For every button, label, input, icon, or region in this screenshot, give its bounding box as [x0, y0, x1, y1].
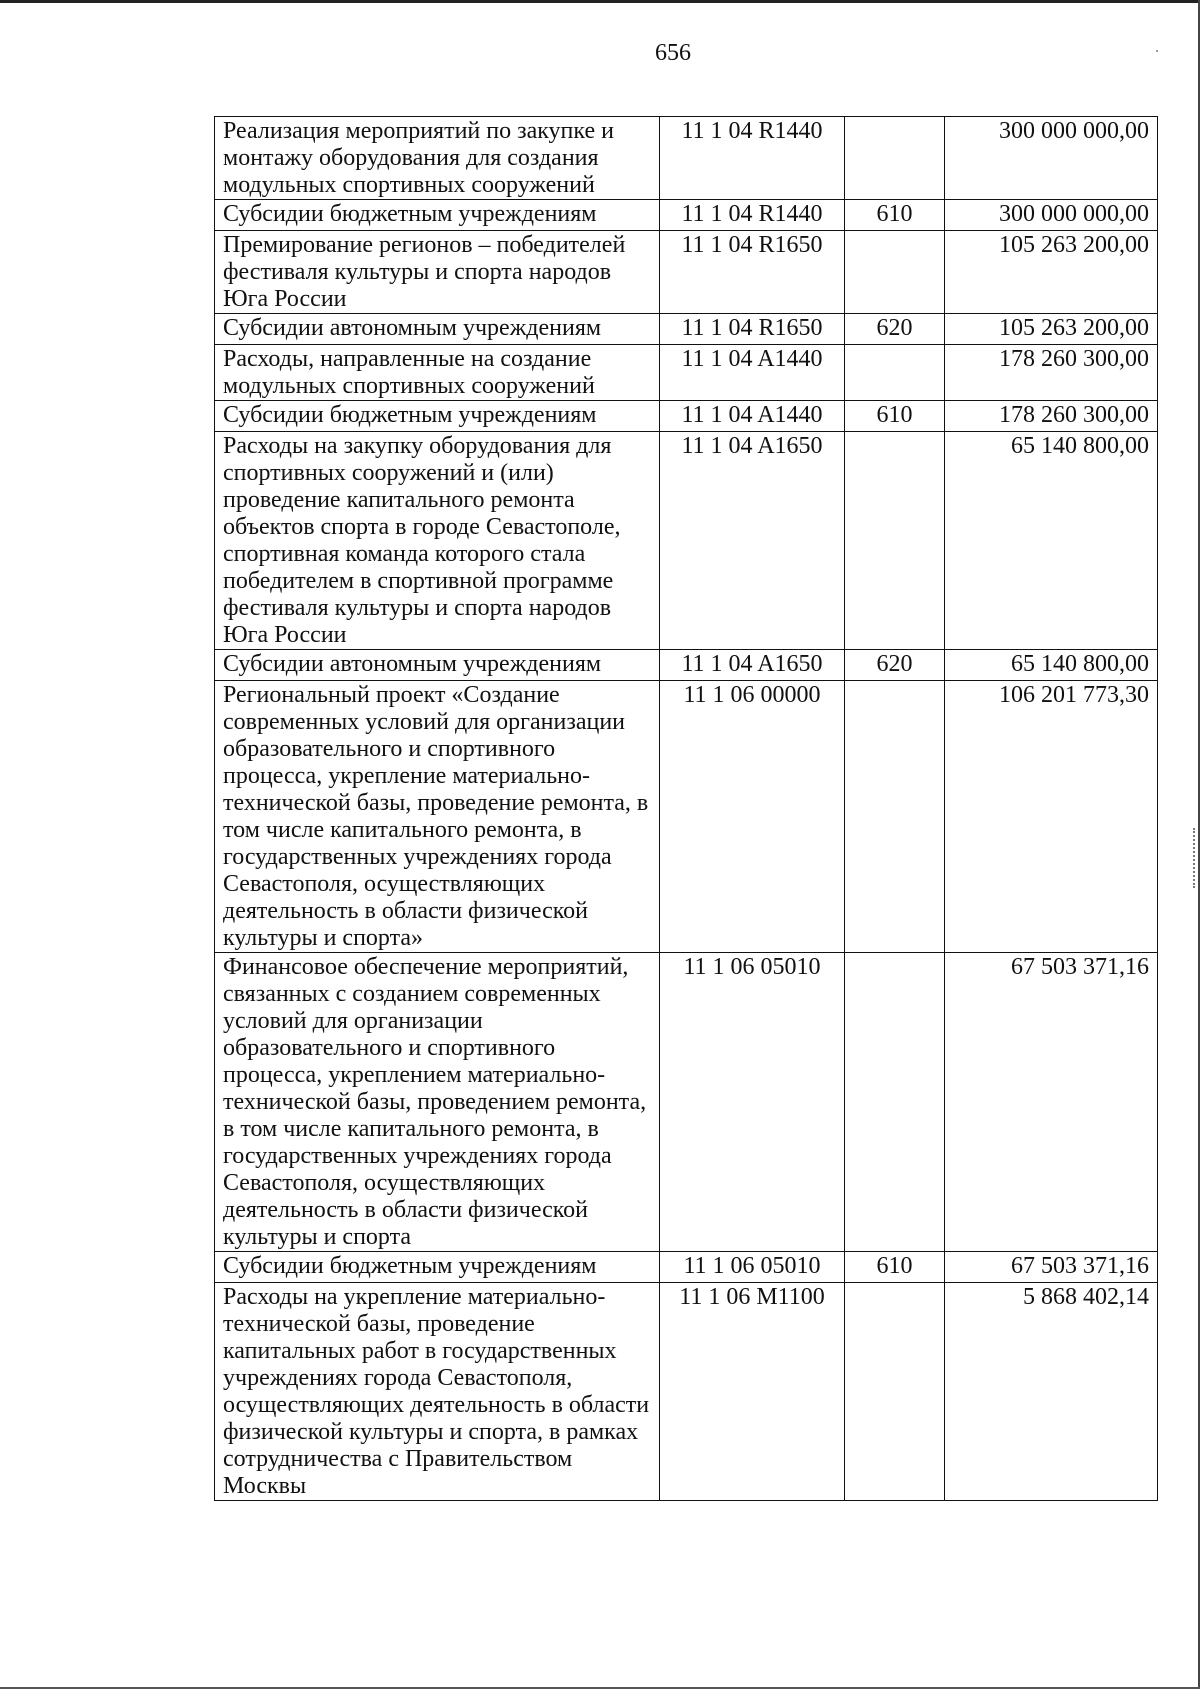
expense-type-code [845, 231, 945, 314]
amount: 65 140 800,00 [945, 650, 1158, 681]
expense-name: Расходы, направленные на создание модульных спортивных сооружений [215, 345, 660, 401]
table-row [215, 953, 1158, 1252]
budget-code: 11 1 06 00000 [660, 681, 845, 953]
expense-name: Субсидии бюджетным учреждениям [215, 1252, 660, 1283]
scan-artifact-marks [1193, 828, 1197, 888]
expense-type-code [845, 117, 945, 200]
expense-name: Расходы на укрепление материально-технической базы, проведение капитальных работ в государственных учреждениях города Севастополя, осуществляющих деятельность в области физической культуры и спорта, в рамках сотрудничества с Правительством Москвы [215, 1283, 660, 1501]
expense-name: Субсидии бюджетным учреждениям [215, 401, 660, 432]
table-row [215, 1252, 1158, 1283]
table-row [215, 650, 1158, 681]
budget-table [214, 116, 1158, 1501]
budget-code: 11 1 06 05010 [660, 953, 845, 1252]
expense-type-code: 620 [845, 314, 945, 345]
amount: 105 263 200,00 [945, 231, 1158, 314]
budget-code: 11 1 04 R1650 [660, 314, 845, 345]
budget-code: 11 1 04 R1440 [660, 200, 845, 231]
table-row [215, 231, 1158, 314]
expense-name: Субсидии автономным учреждениям [215, 650, 660, 681]
budget-code: 11 1 04 R1650 [660, 231, 845, 314]
amount: 106 201 773,30 [945, 681, 1158, 953]
amount: 300 000 000,00 [945, 117, 1158, 200]
amount: 65 140 800,00 [945, 432, 1158, 650]
budget-code: 11 1 04 A1440 [660, 401, 845, 432]
expense-name: Субсидии бюджетным учреждениям [215, 200, 660, 231]
expense-type-code [845, 953, 945, 1252]
expense-name: Реализация мероприятий по закупке и монтажу оборудования для создания модульных спортивных сооружений [215, 117, 660, 200]
budget-code: 11 1 06 05010 [660, 1252, 845, 1283]
expense-type-code [845, 432, 945, 650]
expense-type-code: 610 [845, 1252, 945, 1283]
table-row [215, 345, 1158, 401]
amount: 5 868 402,14 [945, 1283, 1158, 1501]
budget-code: 11 1 06 M1100 [660, 1283, 845, 1501]
amount: 67 503 371,16 [945, 953, 1158, 1252]
table-row [215, 200, 1158, 231]
amount: 178 260 300,00 [945, 345, 1158, 401]
table-row [215, 401, 1158, 432]
budget-code: 11 1 04 R1440 [660, 117, 845, 200]
table-row [215, 314, 1158, 345]
amount: 67 503 371,16 [945, 1252, 1158, 1283]
expense-name: Субсидии автономным учреждениям [215, 314, 660, 345]
scan-edge-top [0, 0, 1200, 3]
expense-type-code [845, 681, 945, 953]
table-row [215, 432, 1158, 650]
budget-code: 11 1 04 A1650 [660, 650, 845, 681]
budget-code: 11 1 04 A1650 [660, 432, 845, 650]
table-row [215, 1283, 1158, 1501]
table-row [215, 117, 1158, 200]
expense-type-code: 620 [845, 650, 945, 681]
expense-name: Премирование регионов – победителей фестиваля культуры и спорта народов Юга России [215, 231, 660, 314]
expense-name: Финансовое обеспечение мероприятий, связанных с созданием современных условий для организации образовательного и спортивного процесса, укреплением материально-технической базы, проведением ремонта, в том числе капитального ремонта, в государственных учреждениях города Севастополя, осуществляющих деятельность в области физической культуры и спорта [215, 953, 660, 1252]
expense-type-code [845, 1283, 945, 1501]
expense-type-code: 610 [845, 200, 945, 231]
expense-type-code: 610 [845, 401, 945, 432]
page-number: 656 [655, 40, 691, 66]
expense-name: Расходы на закупку оборудования для спортивных сооружений и (или) проведение капитального ремонта объектов спорта в городе Севастополе, спортивная команда которого стала победителем в спортивной программе фестиваля культуры и спорта народов Юга России [215, 432, 660, 650]
expense-name: Региональный проект «Создание современных условий для организации образовательного и спортивного процесса, укрепление материально-технической базы, проведение ремонта, в том числе капитального ремонта, в государственных учреждениях города Севастополя, осуществляющих деятельность в области физической культуры и спорта» [215, 681, 660, 953]
table-row [215, 681, 1158, 953]
amount: 178 260 300,00 [945, 401, 1158, 432]
budget-code: 11 1 04 A1440 [660, 345, 845, 401]
amount: 300 000 000,00 [945, 200, 1158, 231]
expense-type-code [845, 345, 945, 401]
amount: 105 263 200,00 [945, 314, 1158, 345]
